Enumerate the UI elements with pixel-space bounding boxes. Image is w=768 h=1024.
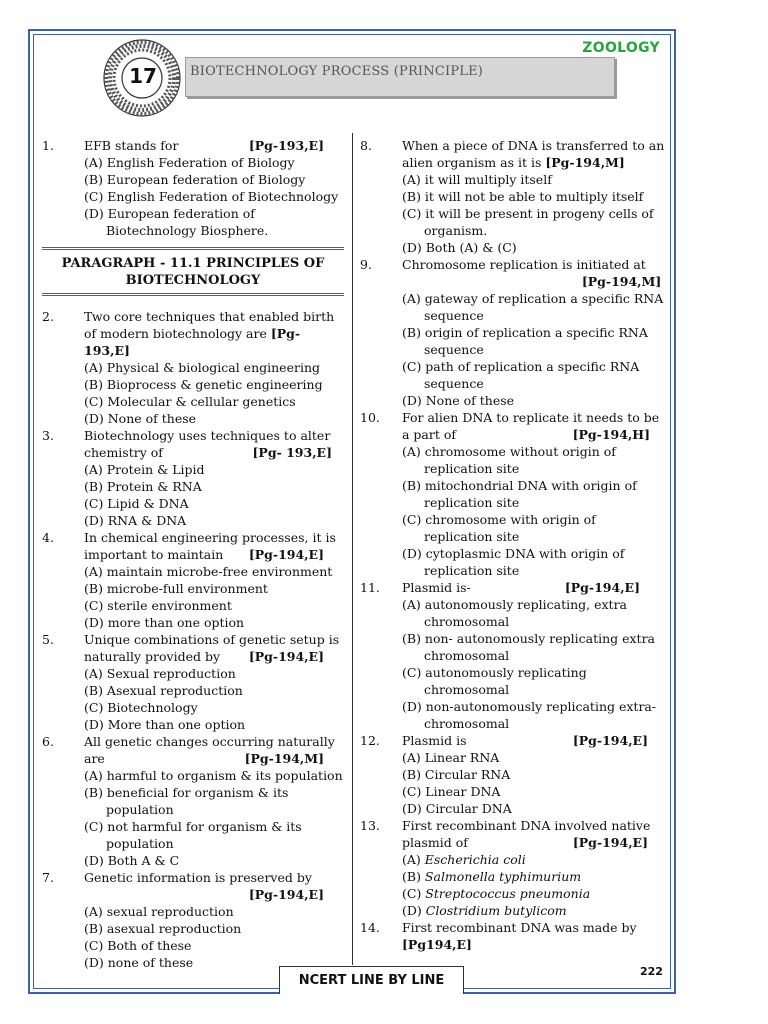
option-b — [402, 868, 662, 885]
question-number: 6. — [42, 734, 54, 749]
question-13 — [360, 817, 662, 919]
question-stem-continued: are — [84, 751, 105, 766]
option-c: (C) autonomously replicating — [402, 665, 587, 680]
question-stem-continued: important to maintain — [84, 547, 224, 562]
question-stem: First recombinant DNA involved native — [402, 818, 651, 833]
option-d: (D) RNA & DNA — [84, 513, 187, 528]
option-b: (B) Protein & RNA — [84, 479, 202, 494]
option-c: (C) Molecular & cellular genetics — [84, 394, 296, 409]
question-7 — [42, 869, 344, 971]
option-d-label: (D) — [402, 903, 426, 918]
option-b: (B) Bioprocess & genetic engineering — [84, 377, 323, 392]
option-b-continued: replication site — [424, 495, 520, 510]
page-reference: [Pg-194,M] — [581, 274, 662, 289]
section-heading-line-1: PARAGRAPH - 11.1 PRINCIPLES OF — [61, 256, 325, 271]
option-a: (A) gateway of replication a specific RNA — [402, 291, 664, 306]
question-number: 2. — [42, 309, 54, 324]
page-reference: [Pg194,E] — [402, 937, 472, 952]
option-c-continued: chromosomal — [424, 682, 510, 697]
option-a-text: Escherichia coli — [424, 852, 526, 867]
question-stem-continued: naturally provided by — [84, 649, 221, 664]
question-number: 11. — [360, 580, 380, 595]
question-3 — [42, 427, 344, 529]
page-reference: [Pg-194,E] — [572, 733, 648, 748]
option-b-continued: sequence — [424, 342, 484, 357]
question-stem-continued: a part of — [402, 427, 457, 442]
option-c: (C) sterile environment — [84, 598, 232, 613]
chapter-number: 17 — [129, 64, 157, 88]
option-d: (D) Both A & C — [84, 853, 180, 868]
option-c-label: (C) — [402, 886, 426, 901]
question-stem: Two core techniques that enabled birth — [84, 309, 335, 324]
section-heading — [42, 247, 344, 296]
option-a: (A) Physical & biological engineering — [84, 360, 321, 375]
page-reference: [Pg-194,E] — [248, 887, 324, 902]
question-stem: For alien DNA to replicate it needs to be — [402, 410, 660, 425]
question-number: 8. — [360, 138, 372, 153]
question-stem: Unique combinations of genetic setup is — [84, 632, 340, 647]
option-d: (D) Both (A) & (C) — [402, 240, 517, 255]
option-d-continued: chromosomal — [424, 716, 510, 731]
option-c: (C) path of replication a specific RNA — [402, 359, 640, 374]
option-c: (C) chromosome with origin of — [402, 512, 596, 527]
option-c: (C) it will be present in progeny cells of — [402, 206, 654, 221]
option-c-text: Streptococcus pneumonia — [425, 886, 591, 901]
chapter-title: BIOTECHNOLOGY PROCESS (PRINCIPLE) — [190, 64, 484, 79]
option-d: (D) Circular DNA — [402, 801, 512, 816]
option-c: (C) Both of these — [84, 938, 192, 953]
option-b: (B) Asexual reproduction — [84, 683, 243, 698]
question-number: 1. — [42, 138, 54, 153]
footer-label: NCERT LINE BY LINE — [279, 966, 464, 994]
option-c: (C) English Federation of Biotechnology — [84, 189, 339, 204]
option-d: (D) None of these — [402, 393, 515, 408]
option-b: (B) mitochondrial DNA with origin of — [402, 478, 637, 493]
option-a-continued: chromosomal — [424, 614, 510, 629]
option-c — [402, 885, 662, 902]
question-9 — [360, 256, 662, 409]
question-stem: In chemical engineering processes, it is — [84, 530, 336, 545]
question-5 — [42, 631, 344, 733]
option-c: (C) Biotechnology — [84, 700, 198, 715]
page-number: 222 — [640, 965, 663, 978]
question-number: 9. — [360, 257, 372, 272]
option-a-continued: replication site — [424, 461, 520, 476]
option-b: (B) asexual reproduction — [84, 921, 242, 936]
question-stem: EFB stands for — [84, 138, 179, 153]
question-stem: Genetic information is preserved by — [84, 870, 312, 885]
option-b: (B) beneficial for organism & its — [84, 785, 289, 800]
question-number: 14. — [360, 920, 380, 935]
section-heading-line-2: BIOTECHNOLOGY — [125, 273, 261, 288]
question-6 — [42, 733, 344, 869]
option-d-continued: Biotechnology Biosphere. — [106, 223, 269, 238]
option-d: (D) More than one option — [84, 717, 246, 732]
option-c: (C) Lipid & DNA — [84, 496, 189, 511]
question-2 — [42, 308, 344, 427]
option-a-continued: sequence — [424, 308, 484, 323]
page-reference: [Pg-193,E] — [84, 326, 301, 358]
option-a: (A) chromosome without origin of — [402, 444, 616, 459]
option-a-label: (A) — [402, 852, 425, 867]
question-stem: All genetic changes occurring naturally — [84, 734, 335, 749]
option-c-continued: sequence — [424, 376, 484, 391]
option-c-continued: organism. — [424, 223, 488, 238]
question-number: 7. — [42, 870, 54, 885]
option-d: (D) European federation of — [84, 206, 255, 221]
option-a — [402, 851, 662, 868]
left-column — [42, 137, 344, 971]
option-d: (D) none of these — [84, 955, 194, 970]
question-stem: When a piece of DNA is transferred to an — [402, 138, 665, 153]
option-a: (A) Linear RNA — [402, 750, 500, 765]
question-stem: Biotechnology uses techniques to alter — [84, 428, 331, 443]
option-b: (B) non- autonomously replicating extra — [402, 631, 656, 646]
question-11 — [360, 579, 662, 732]
option-a: (A) English Federation of Biology — [84, 155, 295, 170]
option-a: (A) it will multiply itself — [402, 172, 552, 187]
option-a: (A) maintain microbe-free environment — [84, 564, 333, 579]
question-number: 13. — [360, 818, 380, 833]
option-d-text: Clostridium butylicom — [425, 903, 567, 918]
question-stem-continued: of modern biotechnology are — [84, 326, 267, 341]
question-stem-continued: alien organism as it is — [402, 155, 542, 170]
question-number: 5. — [42, 632, 54, 647]
option-a: (A) sexual reproduction — [84, 904, 234, 919]
option-b: (B) Circular RNA — [402, 767, 511, 782]
page-reference: [Pg- 193,E] — [252, 445, 332, 460]
column-divider — [352, 133, 353, 965]
page-reference: [Pg-194,E] — [248, 649, 324, 664]
option-c-continued: population — [106, 836, 174, 851]
option-d: (D) more than one option — [84, 615, 245, 630]
question-stem-continued: plasmid of — [402, 835, 468, 850]
option-b: (B) European federation of Biology — [84, 172, 306, 187]
question-number: 12. — [360, 733, 380, 748]
option-a: (A) Sexual reproduction — [84, 666, 236, 681]
question-stem-continued: chemistry of — [84, 445, 163, 460]
page-reference: [Pg-194,E] — [248, 547, 324, 562]
question-4 — [42, 529, 344, 631]
page-reference: [Pg-194,E] — [564, 580, 640, 595]
question-8 — [360, 137, 665, 256]
question-stem: Plasmid is- — [402, 580, 471, 595]
page-reference: [Pg-194,M] — [545, 155, 625, 170]
option-a: (A) harmful to organism & its population — [84, 768, 343, 783]
question-number: 10. — [360, 410, 380, 425]
question-number: 4. — [42, 530, 54, 545]
option-b-label: (B) — [402, 869, 425, 884]
question-12 — [360, 732, 662, 817]
option-b: (B) origin of replication a specific RNA — [402, 325, 648, 340]
page-reference: [Pg-193,E] — [248, 138, 324, 153]
option-b-continued: chromosomal — [424, 648, 510, 663]
option-d-continued: replication site — [424, 563, 520, 578]
page-reference: [Pg-194,M] — [244, 751, 324, 766]
option-d: (D) None of these — [84, 411, 197, 426]
option-d: (D) non-autonomously replicating extra- — [402, 699, 657, 714]
question-14 — [360, 919, 662, 953]
question-stem: First recombinant DNA was made by — [402, 920, 637, 935]
option-b-text: Salmonella typhimurium — [424, 869, 582, 884]
question-1 — [42, 137, 344, 239]
question-10 — [360, 409, 662, 579]
option-d: (D) cytoplasmic DNA with origin of — [402, 546, 625, 561]
question-number: 3. — [42, 428, 54, 443]
option-a: (A) autonomously replicating, extra — [402, 597, 627, 612]
option-c-continued: replication site — [424, 529, 520, 544]
option-d — [402, 902, 662, 919]
subject-label: ZOOLOGY — [582, 40, 660, 56]
option-c: (C) not harmful for organism & its — [84, 819, 302, 834]
page-reference: [Pg-194,H] — [572, 427, 650, 442]
option-a: (A) Protein & Lipid — [84, 462, 205, 477]
option-c: (C) Linear DNA — [402, 784, 501, 799]
question-stem: Plasmid is — [402, 733, 467, 748]
option-b: (B) microbe-full environment — [84, 581, 268, 596]
right-column — [360, 137, 665, 953]
option-b-continued: population — [106, 802, 174, 817]
page-reference: [Pg-194,E] — [572, 835, 648, 850]
question-stem: Chromosome replication is initiated at — [402, 257, 646, 272]
option-b: (B) it will not be able to multiply itself — [402, 189, 644, 204]
